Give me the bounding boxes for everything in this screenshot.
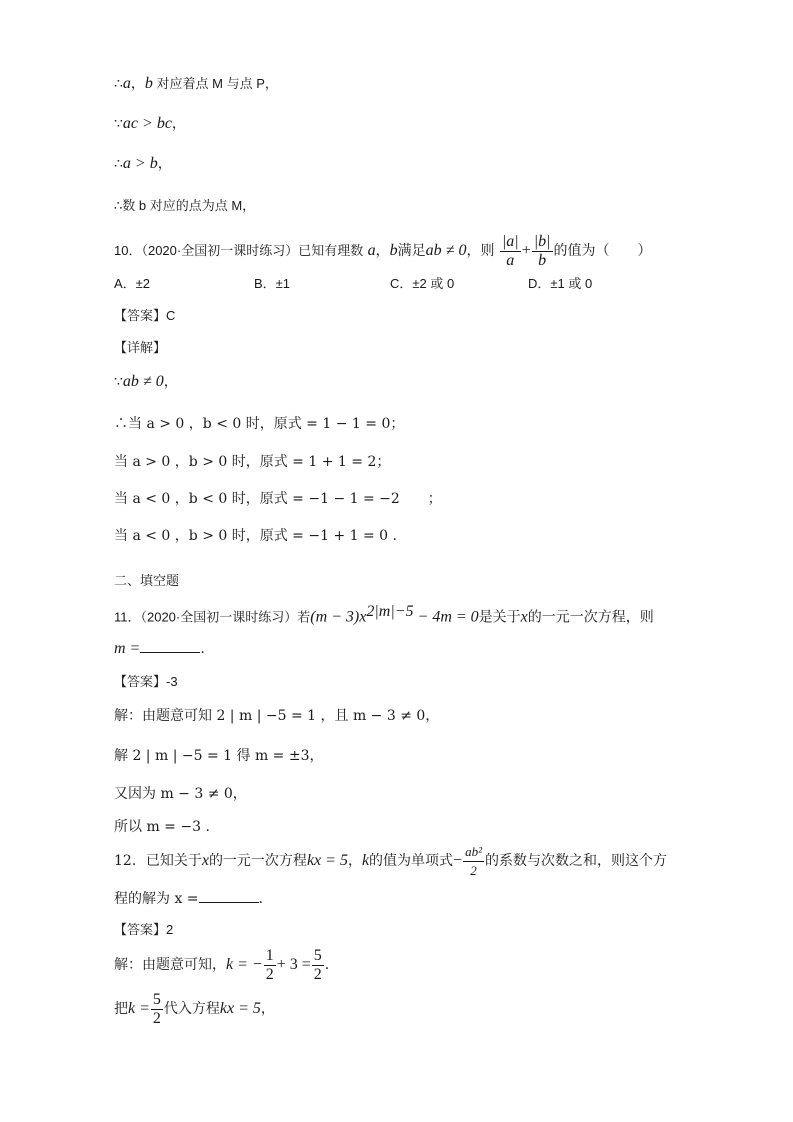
line-text: 对应着点 M 与点 P， (152, 76, 278, 91)
stem-text: 的系数与次数之和，则这个方 (484, 853, 667, 869)
option-d: D．±1 或 0 (528, 276, 593, 291)
stem-text: 12．已知关于 (114, 853, 202, 869)
stem-text: 程的解为 x = (114, 891, 199, 907)
question-11-blank-line (114, 638, 205, 659)
equation: kx = 5 (219, 1000, 261, 1017)
option-c: C．±2 或 0 (390, 276, 455, 291)
answer-label: 【答案】C (114, 308, 176, 323)
option-b: B．±1 (254, 276, 291, 291)
var-x: x (520, 608, 528, 626)
stem-text: 的值为单项式 (369, 853, 454, 869)
denominator: a (506, 251, 515, 269)
question-10-stem (114, 232, 652, 270)
fraction-abs-b-over-b (532, 233, 553, 270)
fraction-five-halves (312, 947, 324, 984)
stem-text: ，则 (466, 243, 495, 259)
solution-12-line-1 (114, 946, 329, 984)
condition: ab ≠ 0 (122, 373, 164, 390)
equation-part: k = − (226, 956, 263, 973)
period: . (258, 891, 263, 907)
stem-text: 是关于 (478, 609, 521, 626)
period: . (200, 641, 205, 657)
var-b: b (389, 242, 398, 259)
comma: ， (163, 374, 178, 390)
condition: ab ≠ 0 (425, 242, 467, 259)
question-10-options (114, 274, 674, 294)
question-12-stem (114, 842, 667, 880)
numerator: 1 (265, 946, 274, 964)
exponent: 2|m|−5 (366, 603, 414, 620)
stem-text: 的值为（ ） (553, 243, 652, 259)
denominator: b (538, 251, 547, 269)
comma: ， (260, 1001, 275, 1017)
stem-text: 11．（2020·全国初一课时练习）若 (114, 609, 311, 625)
inequality: ac > bc (122, 115, 172, 132)
solution-12-line-2 (114, 990, 275, 1028)
answer-blank[interactable] (199, 888, 259, 903)
minus: − (453, 852, 463, 869)
detail-line-3: 当 a > 0 ，b > 0 时，原式 = 1 + 1 = 2； (114, 454, 391, 470)
numerator: 5 (313, 946, 322, 964)
solution-11-line-3: 又因为 m − 3 ≠ 0， (114, 786, 247, 802)
answer-label: 【答案】-3 (114, 674, 178, 689)
var-x: x (201, 852, 209, 869)
var-a: a (122, 75, 131, 92)
solution-11-line-4: 所以 m = −3 . (114, 819, 210, 835)
stem-text: 的一元一次方程，则 (527, 609, 654, 626)
numerator: |b| (533, 232, 551, 250)
plus: + (521, 242, 531, 259)
option-a: A．±2 (114, 276, 151, 291)
stem-text: 10．（2020·全国初一课时练习）已知有理数 (114, 243, 364, 258)
equation: kx = 5 (306, 852, 348, 869)
var-a: a (367, 242, 376, 259)
numerator: |a| (501, 232, 519, 250)
solution-line-1 (114, 74, 278, 94)
therefore-symbol: ∴ (114, 156, 123, 172)
denominator: 2 (313, 965, 322, 983)
var-b: b (144, 75, 153, 92)
detail-line-2: ∴当 a > 0 ，b < 0 时，原式 = 1 − 1 = 0； (114, 416, 405, 432)
question-11-stem (114, 602, 654, 628)
because-symbol: ∵ (114, 116, 123, 132)
detail-label: 【详解】 (114, 340, 167, 355)
comma: ， (347, 853, 362, 869)
monomial-fraction (463, 843, 484, 880)
inequality: a > b (122, 155, 158, 172)
answer-blank[interactable] (140, 638, 200, 653)
detail-line-5: 当 a < 0 ，b > 0 时，原式 = −1 + 1 = 0 . (114, 528, 397, 544)
var-k: k (361, 852, 370, 869)
fraction-one-half (264, 947, 276, 984)
solution-text: 解：由题意可知， (114, 957, 226, 973)
section-heading: 二、填空题 (114, 573, 180, 588)
denominator: 2 (265, 965, 274, 983)
numerator: 5 (152, 990, 161, 1008)
comma: ， (375, 243, 390, 259)
comma: ， (171, 116, 186, 132)
solution-line-2 (114, 114, 186, 134)
period: . (324, 957, 330, 973)
comma: ， (130, 76, 145, 92)
comma: ， (157, 156, 172, 172)
equation-part: + 3 = (276, 956, 311, 973)
fraction-abs-a-over-a (500, 233, 521, 270)
detail-line-1 (114, 372, 178, 392)
equation-part: (m − 3)x (310, 608, 367, 626)
therefore-symbol: ∴ (114, 76, 123, 92)
stem-text: 满足 (397, 243, 426, 259)
solution-text: 把 (114, 1001, 128, 1017)
denominator: 2 (470, 862, 477, 878)
answer-label: 【答案】2 (114, 922, 174, 937)
var-m: m = (114, 640, 141, 657)
solution-text: 代入方程 (163, 1001, 220, 1017)
denominator: 2 (152, 1009, 161, 1027)
equation-part: − 4m = 0 (413, 608, 479, 626)
solution-line-3 (114, 154, 172, 174)
numerator: ab² (463, 843, 484, 862)
solution-11-line-2: 解 2 | m | −5 = 1 得 m = ±3， (114, 748, 324, 764)
because-symbol: ∵ (114, 374, 123, 390)
question-12-blank-line (114, 888, 263, 909)
solution-line-4: ∴数 b 对应的点为点 M， (114, 198, 256, 213)
equation-part: k = (128, 1000, 150, 1017)
detail-line-4: 当 a < 0 ，b < 0 时，原式 = −1 − 1 = −2 ； (114, 491, 442, 507)
solution-11-line-1: 解：由题意可知 2 | m | −5 = 1 ，且 m − 3 ≠ 0， (114, 708, 440, 724)
fraction-five-halves (151, 991, 163, 1028)
stem-text: 的一元一次方程 (208, 853, 307, 869)
